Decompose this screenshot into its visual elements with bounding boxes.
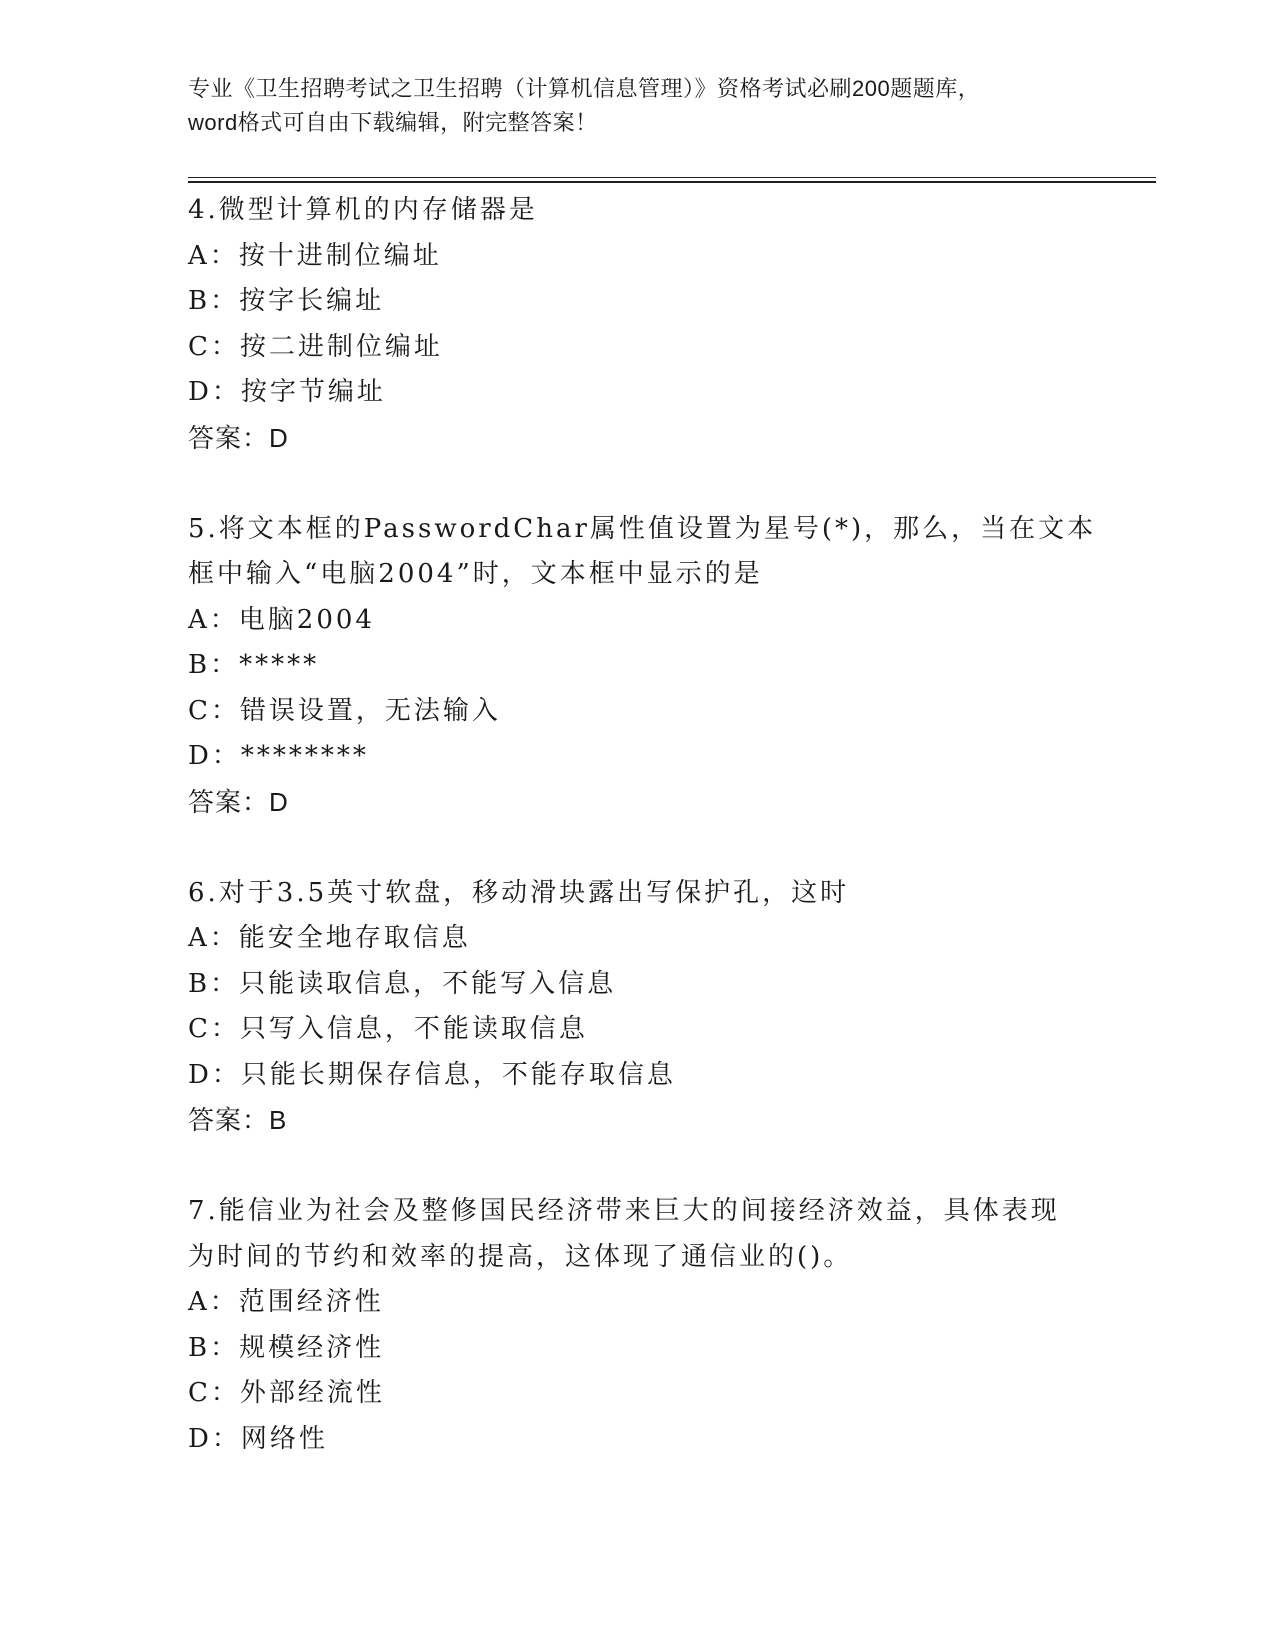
option-d: D：只能长期保存信息，不能存取信息 (188, 1059, 676, 1090)
header-line-2: word格式可自由下载编辑，附完整答案！ (188, 110, 598, 135)
question-list (188, 188, 1097, 1508)
question-text-continued: 框中输入“电脑2004”时，文本框中显示的是 (188, 559, 763, 589)
header-divider-thin (188, 177, 1156, 178)
question-text: 5.将文本框的PasswordChar属性值设置为星号(*)，那么，当在文本 (188, 513, 1097, 544)
option-c: C：按二进制位编址 (188, 331, 443, 362)
answer: 答案：B (188, 1105, 288, 1135)
option-b: B：***** (188, 650, 320, 680)
header-line-1: 专业《卫生招聘考试之卫生招聘（计算机信息管理）》资格考试必刷200题题库， (188, 76, 981, 101)
question-5 (188, 507, 1097, 826)
option-b: B：规模经济性 (188, 1332, 385, 1363)
option-b: B：只能读取信息，不能写入信息 (188, 968, 617, 999)
option-d: D：******** (188, 741, 369, 771)
option-c: C：只写入信息，不能读取信息 (188, 1014, 588, 1044)
option-d: D：按字节编址 (188, 377, 386, 407)
question-7 (188, 1189, 1088, 1462)
option-a: A：按十进制位编址 (188, 240, 442, 271)
question-text: 4.微型计算机的内存储器是 (188, 195, 538, 225)
answer: 答案：D (188, 422, 289, 453)
answer: 答案：D (188, 786, 289, 817)
option-a: A：电脑2004 (188, 604, 375, 635)
option-d: D：网络性 (188, 1423, 328, 1454)
question-4 (188, 188, 1088, 461)
option-b: B：按字长编址 (188, 286, 385, 316)
option-a: A：范围经济性 (188, 1287, 384, 1317)
question-text-continued: 为时间的节约和效率的提高，这体现了通信业的()。 (188, 1241, 853, 1272)
option-a: A：能安全地存取信息 (188, 923, 471, 953)
question-text: 6.对于3.5英寸软盘，移动滑块露出写保护孔，这时 (188, 877, 850, 908)
option-c: C：外部经流性 (188, 1378, 385, 1408)
question-text: 7.能信业为社会及整修国民经济带来巨大的间接经济效益，具体表现 (188, 1196, 1060, 1226)
document-header (188, 72, 1088, 140)
question-6 (188, 871, 1088, 1144)
option-c: C：错误设置，无法输入 (188, 695, 501, 726)
header-divider-thick (188, 181, 1156, 183)
